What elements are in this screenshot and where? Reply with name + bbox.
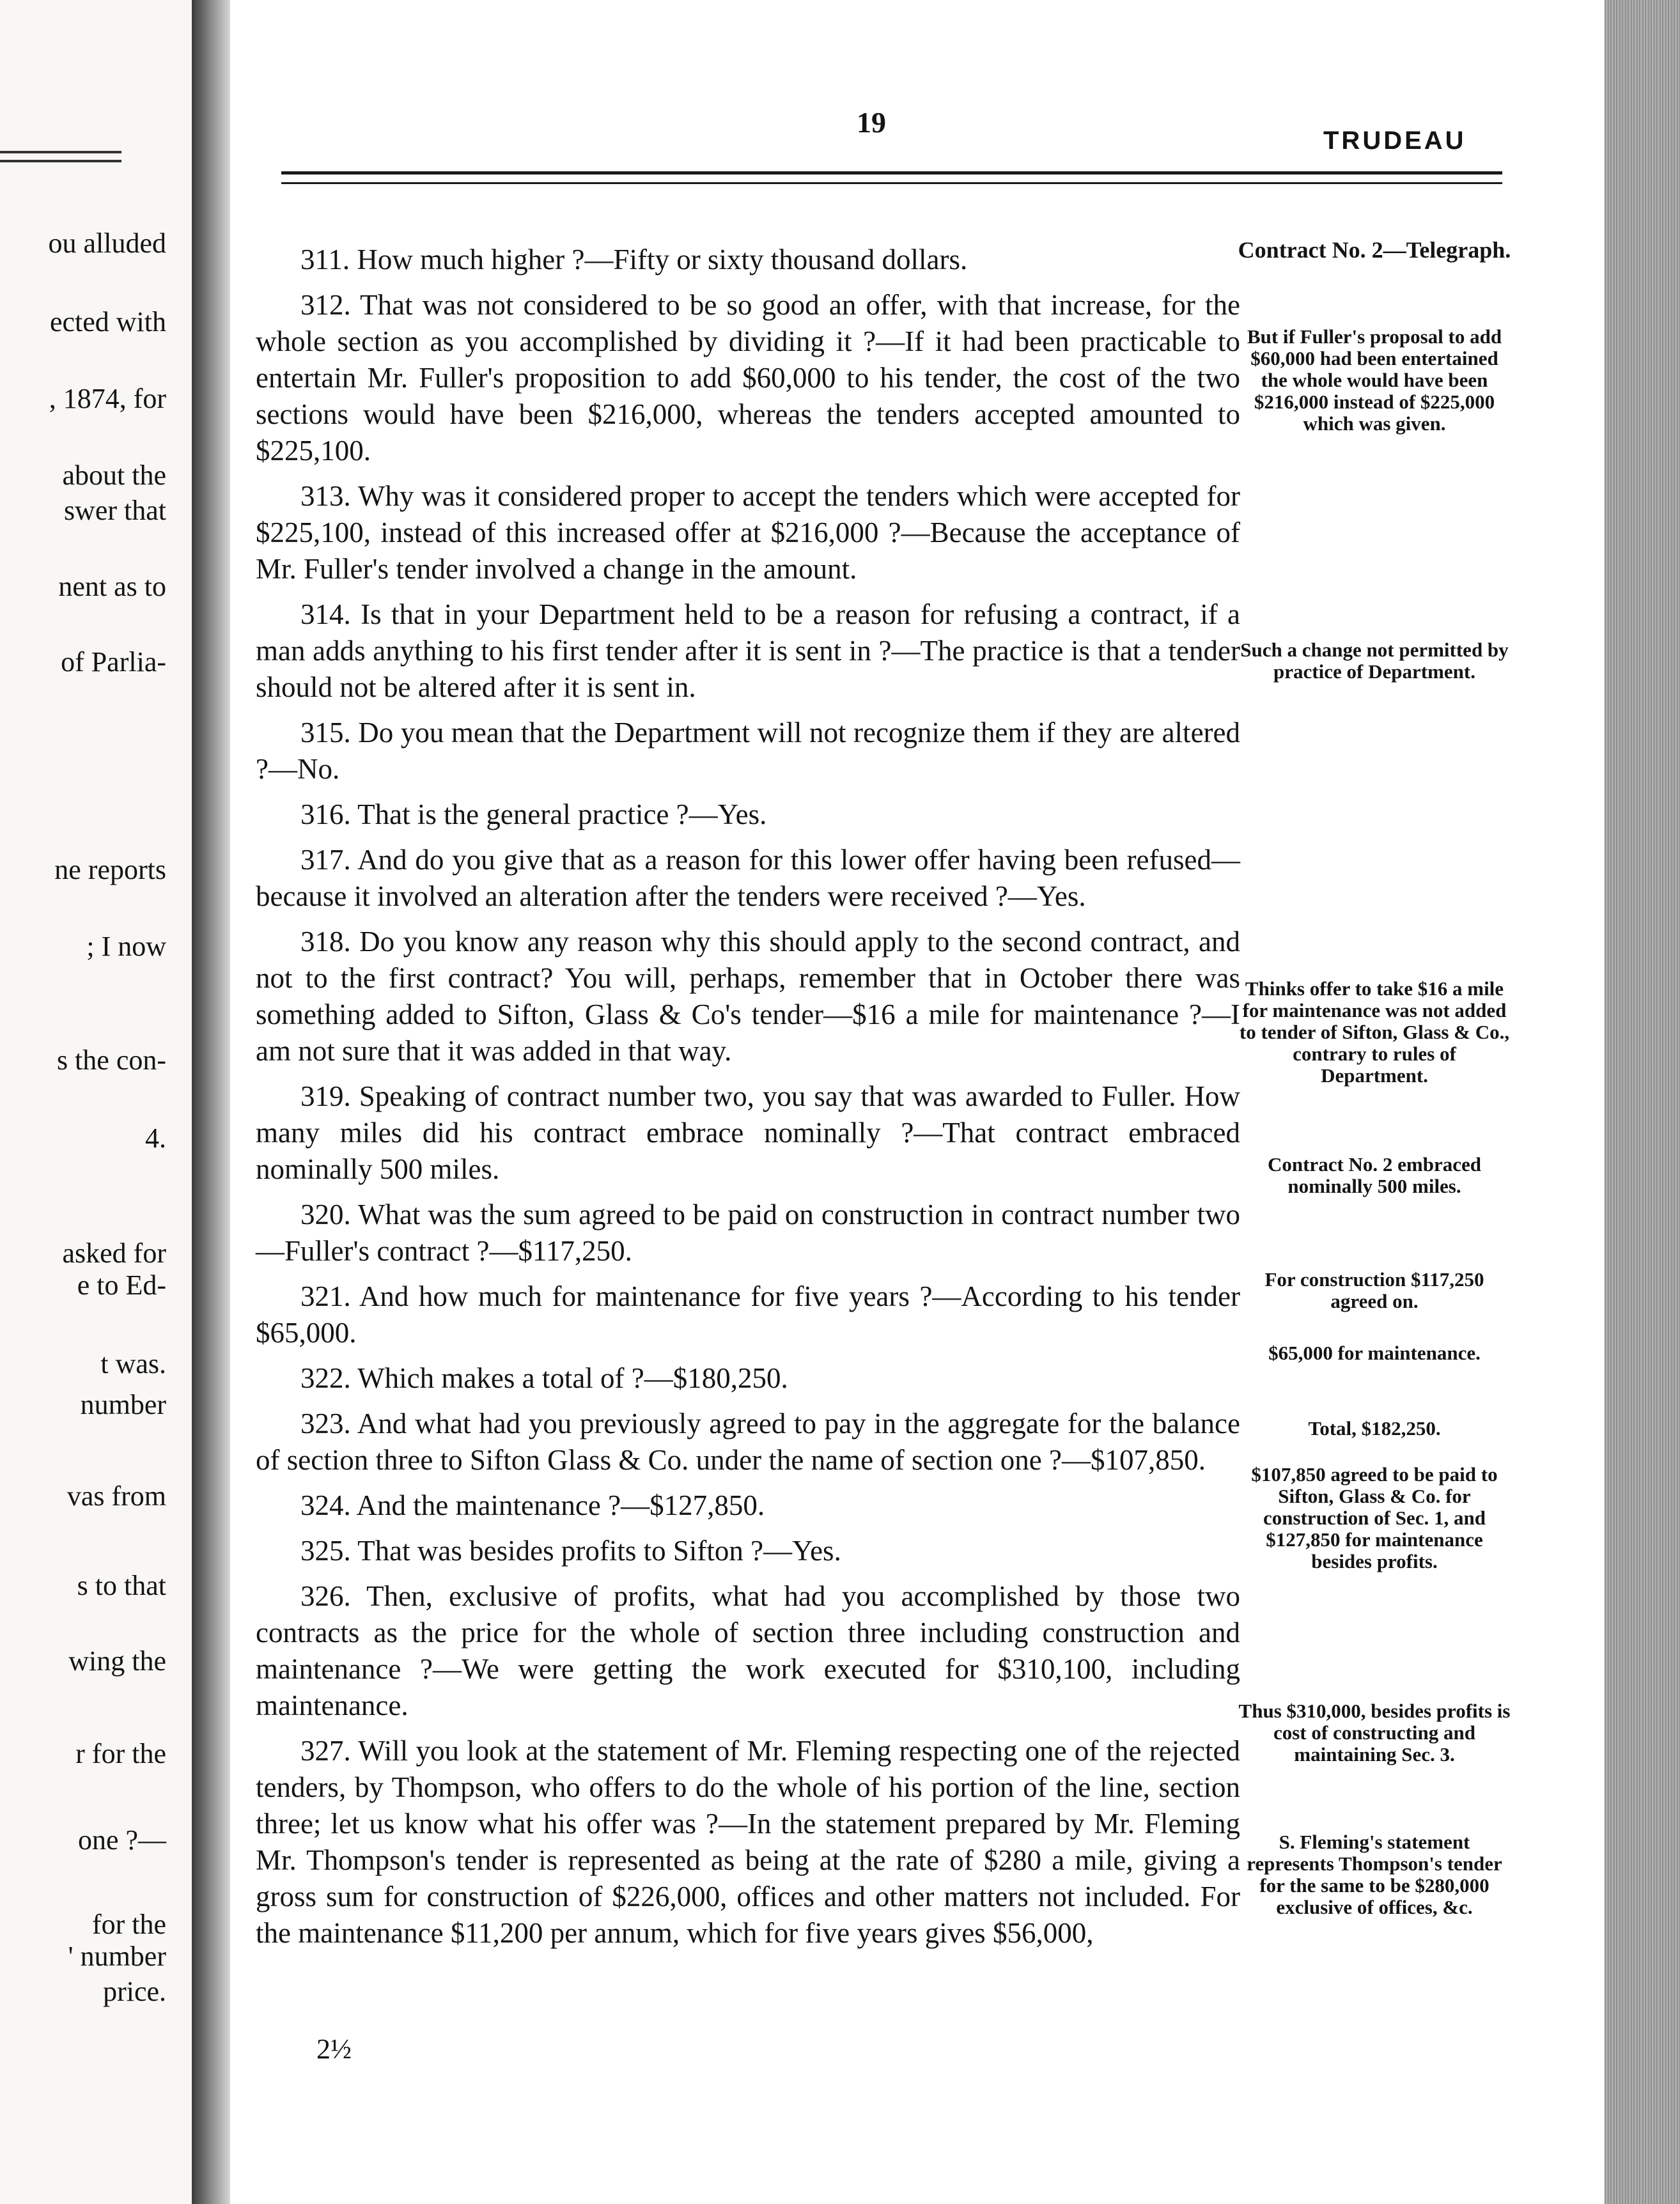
left-fragment: one ?— bbox=[77, 1824, 166, 1856]
signature-mark: 2½ bbox=[316, 2033, 352, 2065]
left-fragment: swer that bbox=[63, 495, 166, 526]
question-paragraph: 313. Why was it considered proper to accept the tenders which were accepted for $225,100, instead of this increased offer at $216,000 ?—Because the acceptance of Mr. Fuller's tender involved a change in the amount. bbox=[256, 480, 1240, 585]
margin-note: Such a change not permitted by practice of Department. bbox=[1240, 639, 1509, 683]
question-paragraph: 322. Which makes a total of ?—$180,250. bbox=[300, 1362, 788, 1394]
left-fragment: ou alluded bbox=[48, 228, 166, 259]
question-paragraph: 316. That is the general practice ?—Yes. bbox=[300, 798, 767, 830]
margin-note: Total, $182,250. bbox=[1308, 1417, 1441, 1440]
page-number: 19 bbox=[857, 106, 886, 139]
left-fragment: r for the bbox=[75, 1738, 166, 1769]
question-paragraph: 320. What was the sum agreed to be paid on construction in contract number two—Fuller's contract ?—$117,250. bbox=[256, 1199, 1240, 1267]
margin-note: $107,850 agreed to be paid to Sifton, Glass & Co. for construction of Sec. 1, and $127,850 for maintenance besides profits. bbox=[1251, 1463, 1498, 1572]
question-paragraph: 324. And the maintenance ?—$127,850. bbox=[300, 1489, 765, 1521]
left-page-rule bbox=[0, 160, 121, 162]
left-fragment: 4. bbox=[145, 1122, 166, 1154]
question-paragraph: 314. Is that in your Department held to be a reason for refusing a contract, if a man adds anything to his first tender after it is sent in ?—The practice is that a tender should not be altered after it is sent in. bbox=[256, 598, 1240, 703]
left-fragment: asked for bbox=[62, 1238, 166, 1269]
margin-note: $65,000 for maintenance. bbox=[1268, 1342, 1481, 1364]
left-page-rule bbox=[0, 151, 121, 153]
left-fragment: , 1874, for bbox=[49, 383, 166, 414]
question-paragraph: 315. Do you mean that the Department will not recognize them if they are altered ?—No. bbox=[256, 717, 1240, 785]
question-paragraph: 317. And do you give that as a reason for this lower offer having been refused—because it involved an alteration after the tenders were received ?—Yes. bbox=[256, 844, 1240, 912]
margin-note: Thus $310,000, besides profits is cost of constructing and maintaining Sec. 3. bbox=[1238, 1700, 1511, 1766]
margin-note: But if Fuller's proposal to add $60,000 had been entertained the whole would have been $216,000 instead of $225,000 which was given. bbox=[1247, 325, 1502, 435]
left-facing-page bbox=[0, 0, 192, 2204]
question-paragraph: 327. Will you look at the statement of Mr. Fleming respecting one of the rejected tenders, by Thompson, who offers to do the whole of his portion of the line, section three; let us know what his offer was ?—In the statement prepared by Mr. Fleming Mr. Thompson's tender is represented as being at the rate of $280 a mile, giving a gross sum for construction of $226,000, offices and other matters not included. For the maintenance $11,200 per annum, which for five years gives $56,000, bbox=[256, 1735, 1240, 1949]
margin-note: Contract No. 2 embraced nominally 500 miles. bbox=[1267, 1153, 1482, 1197]
left-fragment: s the con- bbox=[56, 1044, 166, 1076]
left-fragment: ected with bbox=[49, 306, 166, 338]
question-paragraph: 318. Do you know any reason why this should apply to the second contract, and not to the first contract? You will, perhaps, remember that in October there was something added to Sifton, Glass & Co's tender—$16 a mile for maintenance ?—I am not sure that it was added in that way. bbox=[256, 926, 1240, 1067]
left-fragment: ; I now bbox=[86, 931, 166, 962]
running-head: TRUDEAU bbox=[1323, 127, 1466, 155]
question-paragraph: 326. Then, exclusive of profits, what had you accomplished by those two contracts as the price for the whole of section three including construction and maintenance ?—We were getting the work executed for $310,100, including maintenance. bbox=[256, 1580, 1240, 1721]
left-fragment: e to Ed- bbox=[77, 1269, 166, 1301]
body-text bbox=[256, 242, 1240, 1960]
question-paragraph: 321. And how much for maintenance for five years ?—According to his tender $65,000. bbox=[256, 1280, 1240, 1349]
page-stack-edge bbox=[1605, 0, 1680, 2204]
book-gutter bbox=[192, 0, 230, 2204]
question-paragraph: 325. That was besides profits to Sifton ?—Yes. bbox=[300, 1535, 841, 1567]
left-fragment: of Parlia- bbox=[61, 646, 166, 678]
question-paragraph: 319. Speaking of contract number two, you say that was awarded to Fuller. How many miles did his contract embrace nominally ?—That contract embraced nominally 500 miles. bbox=[256, 1080, 1240, 1185]
left-fragment: number bbox=[80, 1389, 166, 1420]
margin-note: S. Fleming's statement represents Thompson's tender for the same to be $280,000 exclusive of offices, &c. bbox=[1247, 1831, 1502, 1918]
margin-note: For construction $117,250 agreed on. bbox=[1264, 1268, 1484, 1312]
header-rule bbox=[281, 182, 1502, 184]
left-fragment: vas from bbox=[66, 1480, 166, 1512]
left-fragment: for the bbox=[91, 1909, 166, 1940]
left-fragment: ' number bbox=[68, 1941, 166, 1972]
left-fragment: wing the bbox=[68, 1645, 166, 1677]
margin-note-heading: Contract No. 2—Telegraph. bbox=[1238, 237, 1511, 263]
left-fragment: nent as to bbox=[58, 571, 166, 602]
left-fragment: t was. bbox=[100, 1348, 166, 1379]
left-fragment: about the bbox=[62, 460, 166, 491]
header-rule bbox=[281, 171, 1502, 175]
left-fragment: price. bbox=[103, 1976, 166, 2007]
question-paragraph: 323. And what had you previously agreed to pay in the aggregate for the balance of section three to Sifton Glass & Co. under the name of section one ?—$107,850. bbox=[256, 1408, 1240, 1476]
question-paragraph: 311. How much higher ?—Fifty or sixty thousand dollars. bbox=[300, 244, 968, 276]
left-fragment: s to that bbox=[77, 1570, 166, 1601]
main-page bbox=[230, 0, 1605, 2204]
margin-note: Thinks offer to take $16 a mile for maintenance was not added to tender of Sifton, Glass & Co., contrary to rules of Department. bbox=[1239, 977, 1510, 1087]
left-fragment: ne reports bbox=[54, 854, 166, 885]
question-paragraph: 312. That was not considered to be so good an offer, with that increase, for the whole section as you accomplished by dividing it ?—If it had been practicable to entertain Mr. Fuller's proposition to add $60,000 to his tender, the cost of the two sections would have been $216,000, whereas the tenders accepted amounted to $225,100. bbox=[256, 289, 1240, 467]
